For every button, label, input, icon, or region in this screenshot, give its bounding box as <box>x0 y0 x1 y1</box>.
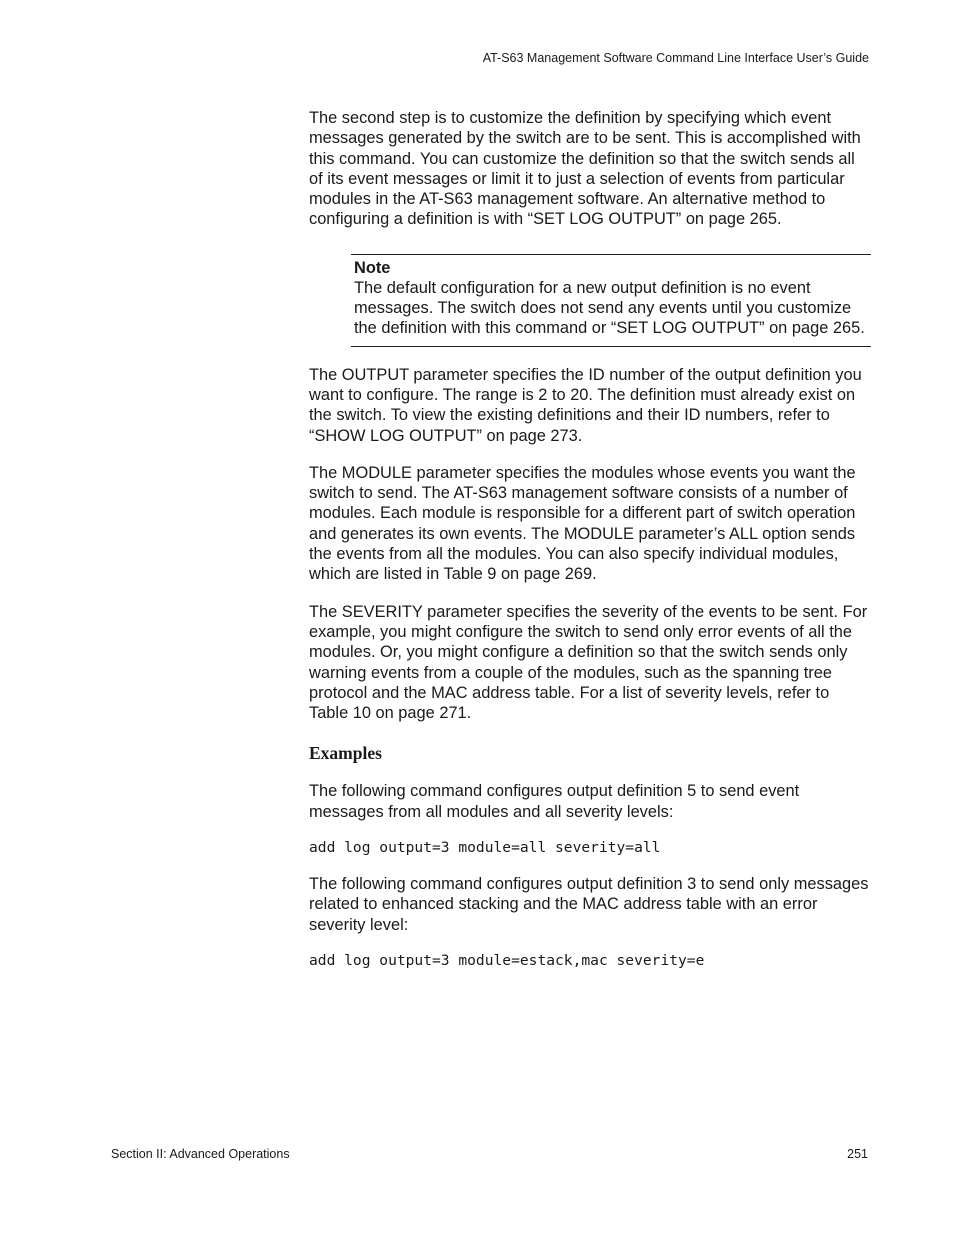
intro-paragraph: The second step is to customize the definition by specifying which event messages generated by the switch are to be sent. This is accomplished with this command. You can customize the definition so that the switch sends all of its event messages or limit it to just a selection of events from particular modules in the AT-S63 management software. An alternative method to configuring a definition is with “SET LOG OUTPUT” on page 265. <box>309 109 861 229</box>
footer-section: Section II: Advanced Operations <box>111 1147 290 1161</box>
note-box <box>351 254 871 347</box>
example2-command: add log output=3 module=estack,mac severity=e <box>309 951 705 969</box>
example2-description: The following command configures output definition 3 to send only messages related to enhanced stacking and the MAC address table with an error severity level: <box>309 875 869 934</box>
example1-description: The following command configures output definition 5 to send event messages from all modules and all severity levels: <box>309 782 800 821</box>
module-parameter-paragraph: The MODULE parameter specifies the modules whose events you want the switch to send. The AT-S63 management software consists of a number of modules. Each module is responsible for a different part of switch operation and generates its own events. The MODULE parameter’s ALL option sends the events from all the modules. You can also specify individual modules, which are listed in Table 9 on page 269. <box>309 463 856 584</box>
running-header: AT-S63 Management Software Command Line Interface User’s Guide <box>482 51 869 65</box>
examples-heading: Examples <box>309 743 382 764</box>
page-content <box>309 108 871 987</box>
note-title: Note <box>354 258 391 277</box>
footer-page-number: 251 <box>847 1147 868 1161</box>
note-text: The default configuration for a new output definition is no event messages. The switch does not send any events until you customize the definition with this command or “SET LOG OUTPUT” on page 265. <box>354 278 865 338</box>
severity-parameter-paragraph: The SEVERITY parameter specifies the severity of the events to be sent. For example, you might configure the switch to send only error events of all the modules. Or, you might configure a definition so that the switch sends only warning events from a couple of the modules, such as the spanning tree protocol and the MAC address table. For a list of severity levels, refer to Table 10 on page 271. <box>309 602 868 723</box>
output-parameter-paragraph: The OUTPUT parameter specifies the ID number of the output definition you want to configure. The range is 2 to 20. The definition must already exist on the switch. To view the existing definitions and their ID numbers, refer to “SHOW LOG OUTPUT” on page 273. <box>309 365 862 445</box>
example1-command: add log output=3 module=all severity=all <box>309 839 661 857</box>
